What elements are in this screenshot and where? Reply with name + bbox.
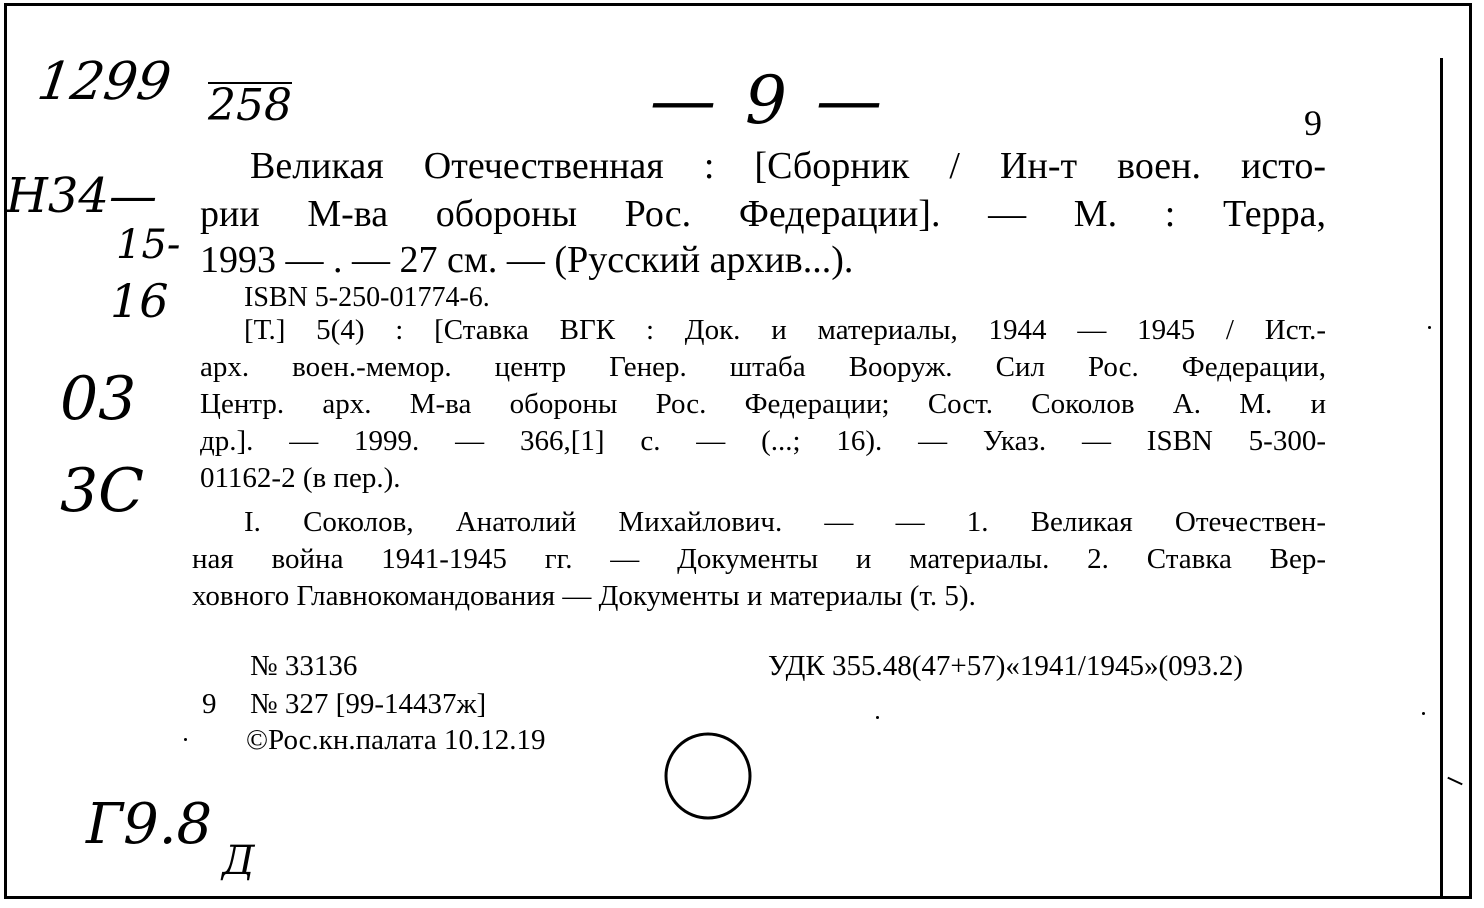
volume-block — [200, 314, 1326, 504]
series-isbn: ISBN 5-250-01774-6. — [244, 282, 490, 313]
handwritten-code-h34: Н34— — [6, 168, 157, 224]
subject-line-1: I. Соколов, Анатолий Михайлович. — — 1. Великая Отечествен- — [244, 506, 1326, 538]
title-line-2: рии М-ва обороны Рос. Федерации]. — М. : Терра, — [200, 193, 1326, 235]
handwritten-code-3c: 3С — [60, 456, 145, 526]
punch-hole — [660, 728, 760, 828]
title-block — [200, 144, 1326, 284]
stray-mark — [1428, 326, 1431, 329]
udc-code: УДК 355.48(47+57)«1941/1945»(093.2) — [768, 650, 1244, 682]
stray-mark — [1422, 712, 1425, 715]
book-chamber-stamp: ©Рос.кн.палата 10.12.19 — [246, 724, 546, 756]
handwritten-code-15: 15- — [116, 222, 181, 268]
subject-block — [192, 506, 1326, 622]
volume-line-1: [Т.] 5(4) : [Ставка ВГК : Док. и материалы, 1944 — 1945 / Ист.- — [244, 314, 1326, 346]
corner-number: 9 — [1304, 103, 1322, 143]
volume-line-3: Центр. арх. М-ва обороны Рос. Федерации; Сост. Соколов А. М. и — [200, 388, 1326, 420]
volume-line-5: 01162-2 (в пер.). — [200, 462, 401, 494]
volume-line-2: арх. воен.-мемор. центр Генер. штаба Вооруж. Сил Рос. Федерации, — [200, 351, 1326, 383]
record-number-2: № 327 [99-14437ж] — [250, 688, 487, 720]
handwritten-code-03: 03 — [60, 364, 137, 434]
handwritten-code-bottom-sub: Д — [222, 838, 255, 884]
card-right-rule — [1440, 58, 1443, 896]
handwritten-shelf-code: 1299 — [33, 52, 175, 112]
subject-line-3: ховного Главнокомандования — Документы и материалы (т. 5). — [192, 580, 976, 612]
volume-line-4: др.]. — 1999. — 366,[1] с. — (...; 16). — Указ. — ISBN 5-300- — [200, 425, 1326, 457]
stray-mark — [876, 716, 879, 719]
handwritten-code-bottom: Г9.8 — [86, 792, 213, 857]
record-number-1: № 33136 — [250, 650, 358, 682]
stray-mark — [184, 738, 187, 741]
title-line-1: Великая Отечественная : [Сборник / Ин-т воен. исто- — [250, 145, 1326, 187]
subject-line-2: ная война 1941-1945 гг. — Документы и материалы. 2. Ставка Вер- — [192, 543, 1326, 575]
handwritten-page-mark: — 9 — — [650, 62, 886, 139]
title-line-3: 1993 — . — 27 см. — (Русский архив...). — [200, 239, 854, 281]
handwritten-code-16: 16 — [110, 274, 169, 328]
record-prefix-9: 9 — [202, 688, 217, 720]
handwritten-shelf-fraction: 258 — [208, 80, 292, 131]
